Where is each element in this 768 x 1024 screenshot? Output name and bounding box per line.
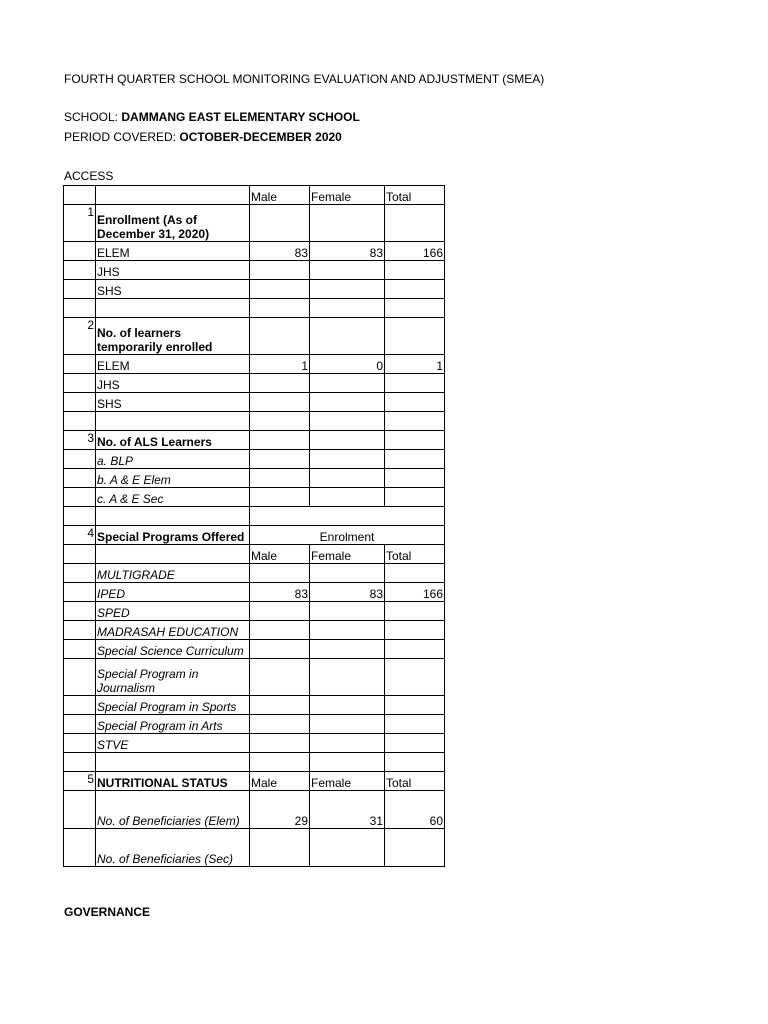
- table-row: [64, 469, 445, 488]
- table-cell: [64, 791, 96, 829]
- row-label: MADRASAH EDUCATION: [96, 621, 250, 640]
- col-total-header: Total: [385, 545, 445, 564]
- male-value: [250, 261, 310, 280]
- table-cell: [64, 186, 96, 205]
- table-cell: [64, 640, 96, 659]
- male-value: [250, 734, 310, 753]
- table-row: [64, 242, 445, 261]
- table-cell: [250, 753, 310, 772]
- row-label: IPED: [96, 583, 250, 602]
- table-cell: [385, 488, 445, 507]
- total-value: [385, 602, 445, 621]
- table-cell: [64, 659, 96, 696]
- female-value: 31: [310, 791, 385, 829]
- table-cell: [310, 488, 385, 507]
- table-cell: [310, 412, 385, 431]
- female-value: 83: [310, 242, 385, 261]
- table-row: [64, 261, 445, 280]
- table-row: [64, 583, 445, 602]
- table-cell: [310, 450, 385, 469]
- total-value: [385, 734, 445, 753]
- table-cell: [64, 299, 96, 318]
- row-label: Special Program in Journalism: [96, 659, 250, 696]
- spacer-row: [64, 299, 445, 318]
- total-value: [385, 280, 445, 299]
- row-label: SHS: [96, 280, 250, 299]
- table-cell: [250, 299, 310, 318]
- male-value: [250, 659, 310, 696]
- row-label: No. of Beneficiaries (Elem): [96, 791, 250, 829]
- table-row: [64, 393, 445, 412]
- table-cell: [96, 545, 250, 564]
- total-value: [385, 393, 445, 412]
- total-value: [385, 715, 445, 734]
- total-value: [385, 374, 445, 393]
- section-title: NUTRITIONAL STATUS: [96, 772, 250, 791]
- male-value: [250, 696, 310, 715]
- table-row: [64, 715, 445, 734]
- row-label: a. BLP: [96, 450, 250, 469]
- table-cell: [250, 431, 310, 450]
- table-cell: [310, 469, 385, 488]
- total-value: [385, 261, 445, 280]
- table-cell: [310, 299, 385, 318]
- table-row: [64, 355, 445, 374]
- female-value: [310, 696, 385, 715]
- female-value: [310, 374, 385, 393]
- total-value: [385, 829, 445, 867]
- table-cell: [64, 753, 96, 772]
- female-value: [310, 602, 385, 621]
- table-header-row: [64, 186, 445, 205]
- section-4-row: [64, 526, 445, 545]
- table-cell: [64, 261, 96, 280]
- table-cell: [64, 734, 96, 753]
- table-cell: [310, 753, 385, 772]
- table-cell: [64, 715, 96, 734]
- total-value: [385, 564, 445, 583]
- section-5-row: [64, 772, 445, 791]
- table-cell: [64, 412, 96, 431]
- row-label: ELEM: [96, 355, 250, 374]
- table-cell: [310, 318, 385, 355]
- row-label: c. A & E Sec: [96, 488, 250, 507]
- female-value: [310, 734, 385, 753]
- table-cell: [64, 564, 96, 583]
- table-cell: [310, 205, 385, 242]
- table-cell: [250, 318, 310, 355]
- table-cell: [385, 205, 445, 242]
- table-row: [64, 374, 445, 393]
- row-label: Special Science Curriculum: [96, 640, 250, 659]
- table-cell: [250, 488, 310, 507]
- table-cell: [250, 205, 310, 242]
- row-label: No. of Beneficiaries (Sec): [96, 829, 250, 867]
- table-row: [64, 621, 445, 640]
- male-value: 83: [250, 583, 310, 602]
- row-label: b. A & E Elem: [96, 469, 250, 488]
- female-value: [310, 280, 385, 299]
- table-row: [64, 450, 445, 469]
- section-number: 1: [64, 205, 96, 242]
- table-cell: [385, 431, 445, 450]
- table-row: [64, 602, 445, 621]
- table-cell: [310, 431, 385, 450]
- table-cell: [64, 242, 96, 261]
- table-row: [64, 791, 445, 829]
- spacer-row: [64, 412, 445, 431]
- period-label: PERIOD COVERED:: [64, 130, 180, 144]
- section-access-heading: ACCESS: [64, 169, 114, 183]
- male-value: [250, 715, 310, 734]
- female-value: 0: [310, 355, 385, 374]
- male-value: [250, 829, 310, 867]
- table-cell: [250, 412, 310, 431]
- table-cell: [385, 450, 445, 469]
- section-3-row: [64, 431, 445, 450]
- access-table: [63, 185, 445, 867]
- row-label: JHS: [96, 261, 250, 280]
- table-header-row: [64, 545, 445, 564]
- total-value: 166: [385, 583, 445, 602]
- table-row: [64, 564, 445, 583]
- female-value: [310, 393, 385, 412]
- row-label: SPED: [96, 602, 250, 621]
- table-cell: [385, 299, 445, 318]
- col-female-header: Female: [310, 545, 385, 564]
- table-cell: [64, 829, 96, 867]
- female-value: [310, 564, 385, 583]
- col-male-header: Male: [250, 186, 310, 205]
- table-cell: [250, 507, 445, 526]
- section-number: 4: [64, 526, 96, 545]
- table-cell: [64, 469, 96, 488]
- female-value: [310, 640, 385, 659]
- table-cell: [64, 583, 96, 602]
- table-row: [64, 280, 445, 299]
- col-female-header: Female: [310, 186, 385, 205]
- section-2-row: [64, 318, 445, 355]
- row-label: MULTIGRADE: [96, 564, 250, 583]
- col-male-header: Male: [250, 545, 310, 564]
- col-total-header: Total: [385, 772, 445, 791]
- col-male-header: Male: [250, 772, 310, 791]
- table-cell: [96, 753, 250, 772]
- table-cell: [64, 545, 96, 564]
- total-value: [385, 659, 445, 696]
- total-value: [385, 621, 445, 640]
- male-value: 1: [250, 355, 310, 374]
- female-value: 83: [310, 583, 385, 602]
- row-label: ELEM: [96, 242, 250, 261]
- table-cell: [64, 488, 96, 507]
- section-number: 2: [64, 318, 96, 355]
- section-title: No. of learners temporarily enrolled: [96, 318, 250, 355]
- male-value: [250, 374, 310, 393]
- male-value: [250, 393, 310, 412]
- table-cell: [385, 318, 445, 355]
- table-cell: [96, 412, 250, 431]
- spacer-row: [64, 753, 445, 772]
- male-value: 83: [250, 242, 310, 261]
- section-title: No. of ALS Learners: [96, 431, 250, 450]
- row-label: STVE: [96, 734, 250, 753]
- col-female-header: Female: [310, 772, 385, 791]
- total-value: [385, 696, 445, 715]
- row-label: SHS: [96, 393, 250, 412]
- enrolment-header: Enrolment: [250, 526, 445, 545]
- table-cell: [385, 469, 445, 488]
- table-cell: [64, 602, 96, 621]
- table-cell: [96, 507, 250, 526]
- table-row: [64, 696, 445, 715]
- female-value: [310, 621, 385, 640]
- table-cell: [96, 186, 250, 205]
- male-value: [250, 564, 310, 583]
- table-row: [64, 640, 445, 659]
- female-value: [310, 715, 385, 734]
- table-cell: [64, 621, 96, 640]
- school-name: DAMMANG EAST ELEMENTARY SCHOOL: [121, 110, 360, 124]
- total-value: 166: [385, 242, 445, 261]
- male-value: [250, 602, 310, 621]
- section-number: 3: [64, 431, 96, 450]
- row-label: Special Program in Arts: [96, 715, 250, 734]
- section-title: Enrollment (As of December 31, 2020): [96, 205, 250, 242]
- col-total-header: Total: [385, 186, 445, 205]
- table-cell: [64, 374, 96, 393]
- table-cell: [64, 393, 96, 412]
- period-value: OCTOBER-DECEMBER 2020: [179, 130, 342, 144]
- table-cell: [64, 280, 96, 299]
- school-label: SCHOOL:: [64, 110, 122, 124]
- section-1-row: [64, 205, 445, 242]
- male-value: 29: [250, 791, 310, 829]
- school-line: [64, 110, 360, 124]
- spacer-row: [64, 507, 445, 526]
- table-cell: [250, 450, 310, 469]
- male-value: [250, 640, 310, 659]
- document-title: FOURTH QUARTER SCHOOL MONITORING EVALUATION AND ADJUSTMENT (SMEA): [64, 72, 545, 86]
- table-cell: [385, 753, 445, 772]
- table-cell: [96, 299, 250, 318]
- total-value: [385, 640, 445, 659]
- section-governance-heading: GOVERNANCE: [64, 905, 151, 919]
- section-title: Special Programs Offered: [96, 526, 250, 545]
- period-line: [64, 130, 342, 144]
- table-row: [64, 829, 445, 867]
- section-number: 5: [64, 772, 96, 791]
- total-value: 60: [385, 791, 445, 829]
- table-cell: [250, 469, 310, 488]
- table-cell: [64, 507, 96, 526]
- male-value: [250, 621, 310, 640]
- table-row: [64, 734, 445, 753]
- table-cell: [385, 412, 445, 431]
- female-value: [310, 659, 385, 696]
- row-label: JHS: [96, 374, 250, 393]
- table-cell: [64, 696, 96, 715]
- male-value: [250, 280, 310, 299]
- female-value: [310, 829, 385, 867]
- total-value: 1: [385, 355, 445, 374]
- female-value: [310, 261, 385, 280]
- row-label: Special Program in Sports: [96, 696, 250, 715]
- table-cell: [64, 450, 96, 469]
- table-row: [64, 659, 445, 696]
- table-row: [64, 488, 445, 507]
- table-cell: [64, 355, 96, 374]
